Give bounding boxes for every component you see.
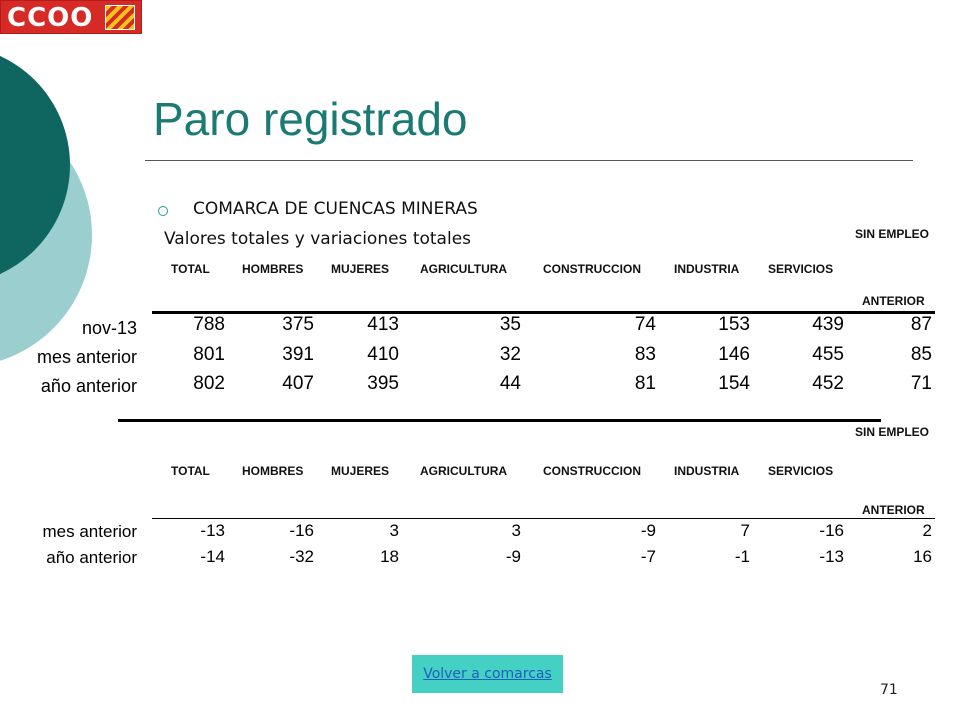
table1-header-industria: INDUSTRIA xyxy=(674,262,740,276)
table1-row-label: nov-13 xyxy=(81,318,137,338)
table2-cell: -13 xyxy=(200,521,225,540)
table1-header-total: TOTAL xyxy=(171,262,210,276)
table2-cell: 18 xyxy=(380,547,399,566)
table1-cell: 802 xyxy=(193,373,225,394)
table1-cell: 455 xyxy=(812,344,844,365)
decorative-circles xyxy=(0,0,120,400)
table1-cell: 32 xyxy=(499,344,521,365)
table2-header-anterior: ANTERIOR xyxy=(862,503,925,517)
table1-cell: 801 xyxy=(193,344,225,365)
table1-header-servicios: SERVICIOS xyxy=(768,262,834,276)
table1-header-agricultura: AGRICULTURA xyxy=(420,262,508,276)
aragon-flag-icon xyxy=(105,5,135,30)
table1-row-label: año anterior xyxy=(40,376,137,396)
table2-row-label: año anterior xyxy=(46,548,137,567)
table1-header-hombres: HOMBRES xyxy=(242,262,304,276)
table1-cell: 788 xyxy=(193,314,225,335)
table2-top-rule xyxy=(152,518,935,519)
table2-cell: -1 xyxy=(734,547,750,566)
table2-cell: -13 xyxy=(819,547,844,566)
table1-header-anterior: ANTERIOR xyxy=(862,294,925,308)
table1-cell: 407 xyxy=(282,373,314,394)
table2-header-construccion: CONSTRUCCION xyxy=(543,464,641,478)
table2-cell: -16 xyxy=(819,521,844,540)
table1-cell: 83 xyxy=(634,344,656,365)
table2-cell: -14 xyxy=(200,547,225,566)
table1-cell: 413 xyxy=(367,314,399,335)
table2-header-mujeres: MUJERES xyxy=(331,464,390,478)
table1-cell: 410 xyxy=(367,344,399,365)
table2-cell: -9 xyxy=(640,521,656,540)
bullet-circle-icon xyxy=(158,206,168,216)
table2-cell: -9 xyxy=(505,547,521,566)
table1-cell: 87 xyxy=(910,314,932,335)
ccoo-logo xyxy=(0,0,142,34)
table1-cell: 71 xyxy=(910,373,932,394)
table1-row-label: mes anterior xyxy=(36,347,137,367)
table1-header-mujeres: MUJERES xyxy=(331,262,390,276)
table2-cell: 3 xyxy=(389,521,399,540)
table1-cell: 154 xyxy=(718,373,750,394)
page-title: Paro registrado xyxy=(153,93,468,145)
table2-header-hombres: HOMBRES xyxy=(242,464,304,478)
table1-header-sin-empleo: SIN EMPLEO xyxy=(855,227,930,241)
table2-header-servicios: SERVICIOS xyxy=(768,464,834,478)
table2-cell: 16 xyxy=(913,547,932,566)
table1-bottom-rule xyxy=(118,419,881,422)
table2-header-total: TOTAL xyxy=(171,464,210,478)
table1-cell: 81 xyxy=(634,373,656,394)
table2-cell: 3 xyxy=(511,521,521,540)
table2-cell: 2 xyxy=(922,521,932,540)
table1-cell: 439 xyxy=(812,314,844,335)
table1-cell: 452 xyxy=(812,373,844,394)
table1-cell: 85 xyxy=(910,344,932,365)
table2-cell: -16 xyxy=(289,521,314,540)
table1-cell: 35 xyxy=(499,314,521,335)
table1-cell: 146 xyxy=(718,344,750,365)
table1-cell: 395 xyxy=(367,373,399,394)
page-number: 71 xyxy=(880,682,898,698)
table1-cell: 74 xyxy=(634,314,656,335)
table2-cell: -7 xyxy=(640,547,656,566)
table1-cell: 44 xyxy=(499,373,521,394)
back-to-comarcas-link[interactable] xyxy=(412,655,563,693)
table2-header-industria: INDUSTRIA xyxy=(674,464,740,478)
table1-cell: 375 xyxy=(282,314,314,335)
values-caption: Valores totales y variaciones totales xyxy=(164,229,472,249)
table2-header-agricultura: AGRICULTURA xyxy=(420,464,508,478)
table1-cell: 153 xyxy=(718,314,750,335)
table1-header-construccion: CONSTRUCCION xyxy=(543,262,641,276)
title-divider xyxy=(145,160,913,161)
region-subtitle: COMARCA DE CUENCAS MINERAS xyxy=(193,199,478,219)
table2-cell: 7 xyxy=(740,521,750,540)
back-link-label[interactable]: Volver a comarcas xyxy=(423,666,552,682)
logo-text: CCOO xyxy=(7,3,94,33)
table2-header-sin-empleo: SIN EMPLEO xyxy=(855,425,930,439)
table2-row-label: mes anterior xyxy=(42,522,137,541)
table1-cell: 391 xyxy=(282,344,314,365)
table2-cell: -32 xyxy=(289,547,314,566)
